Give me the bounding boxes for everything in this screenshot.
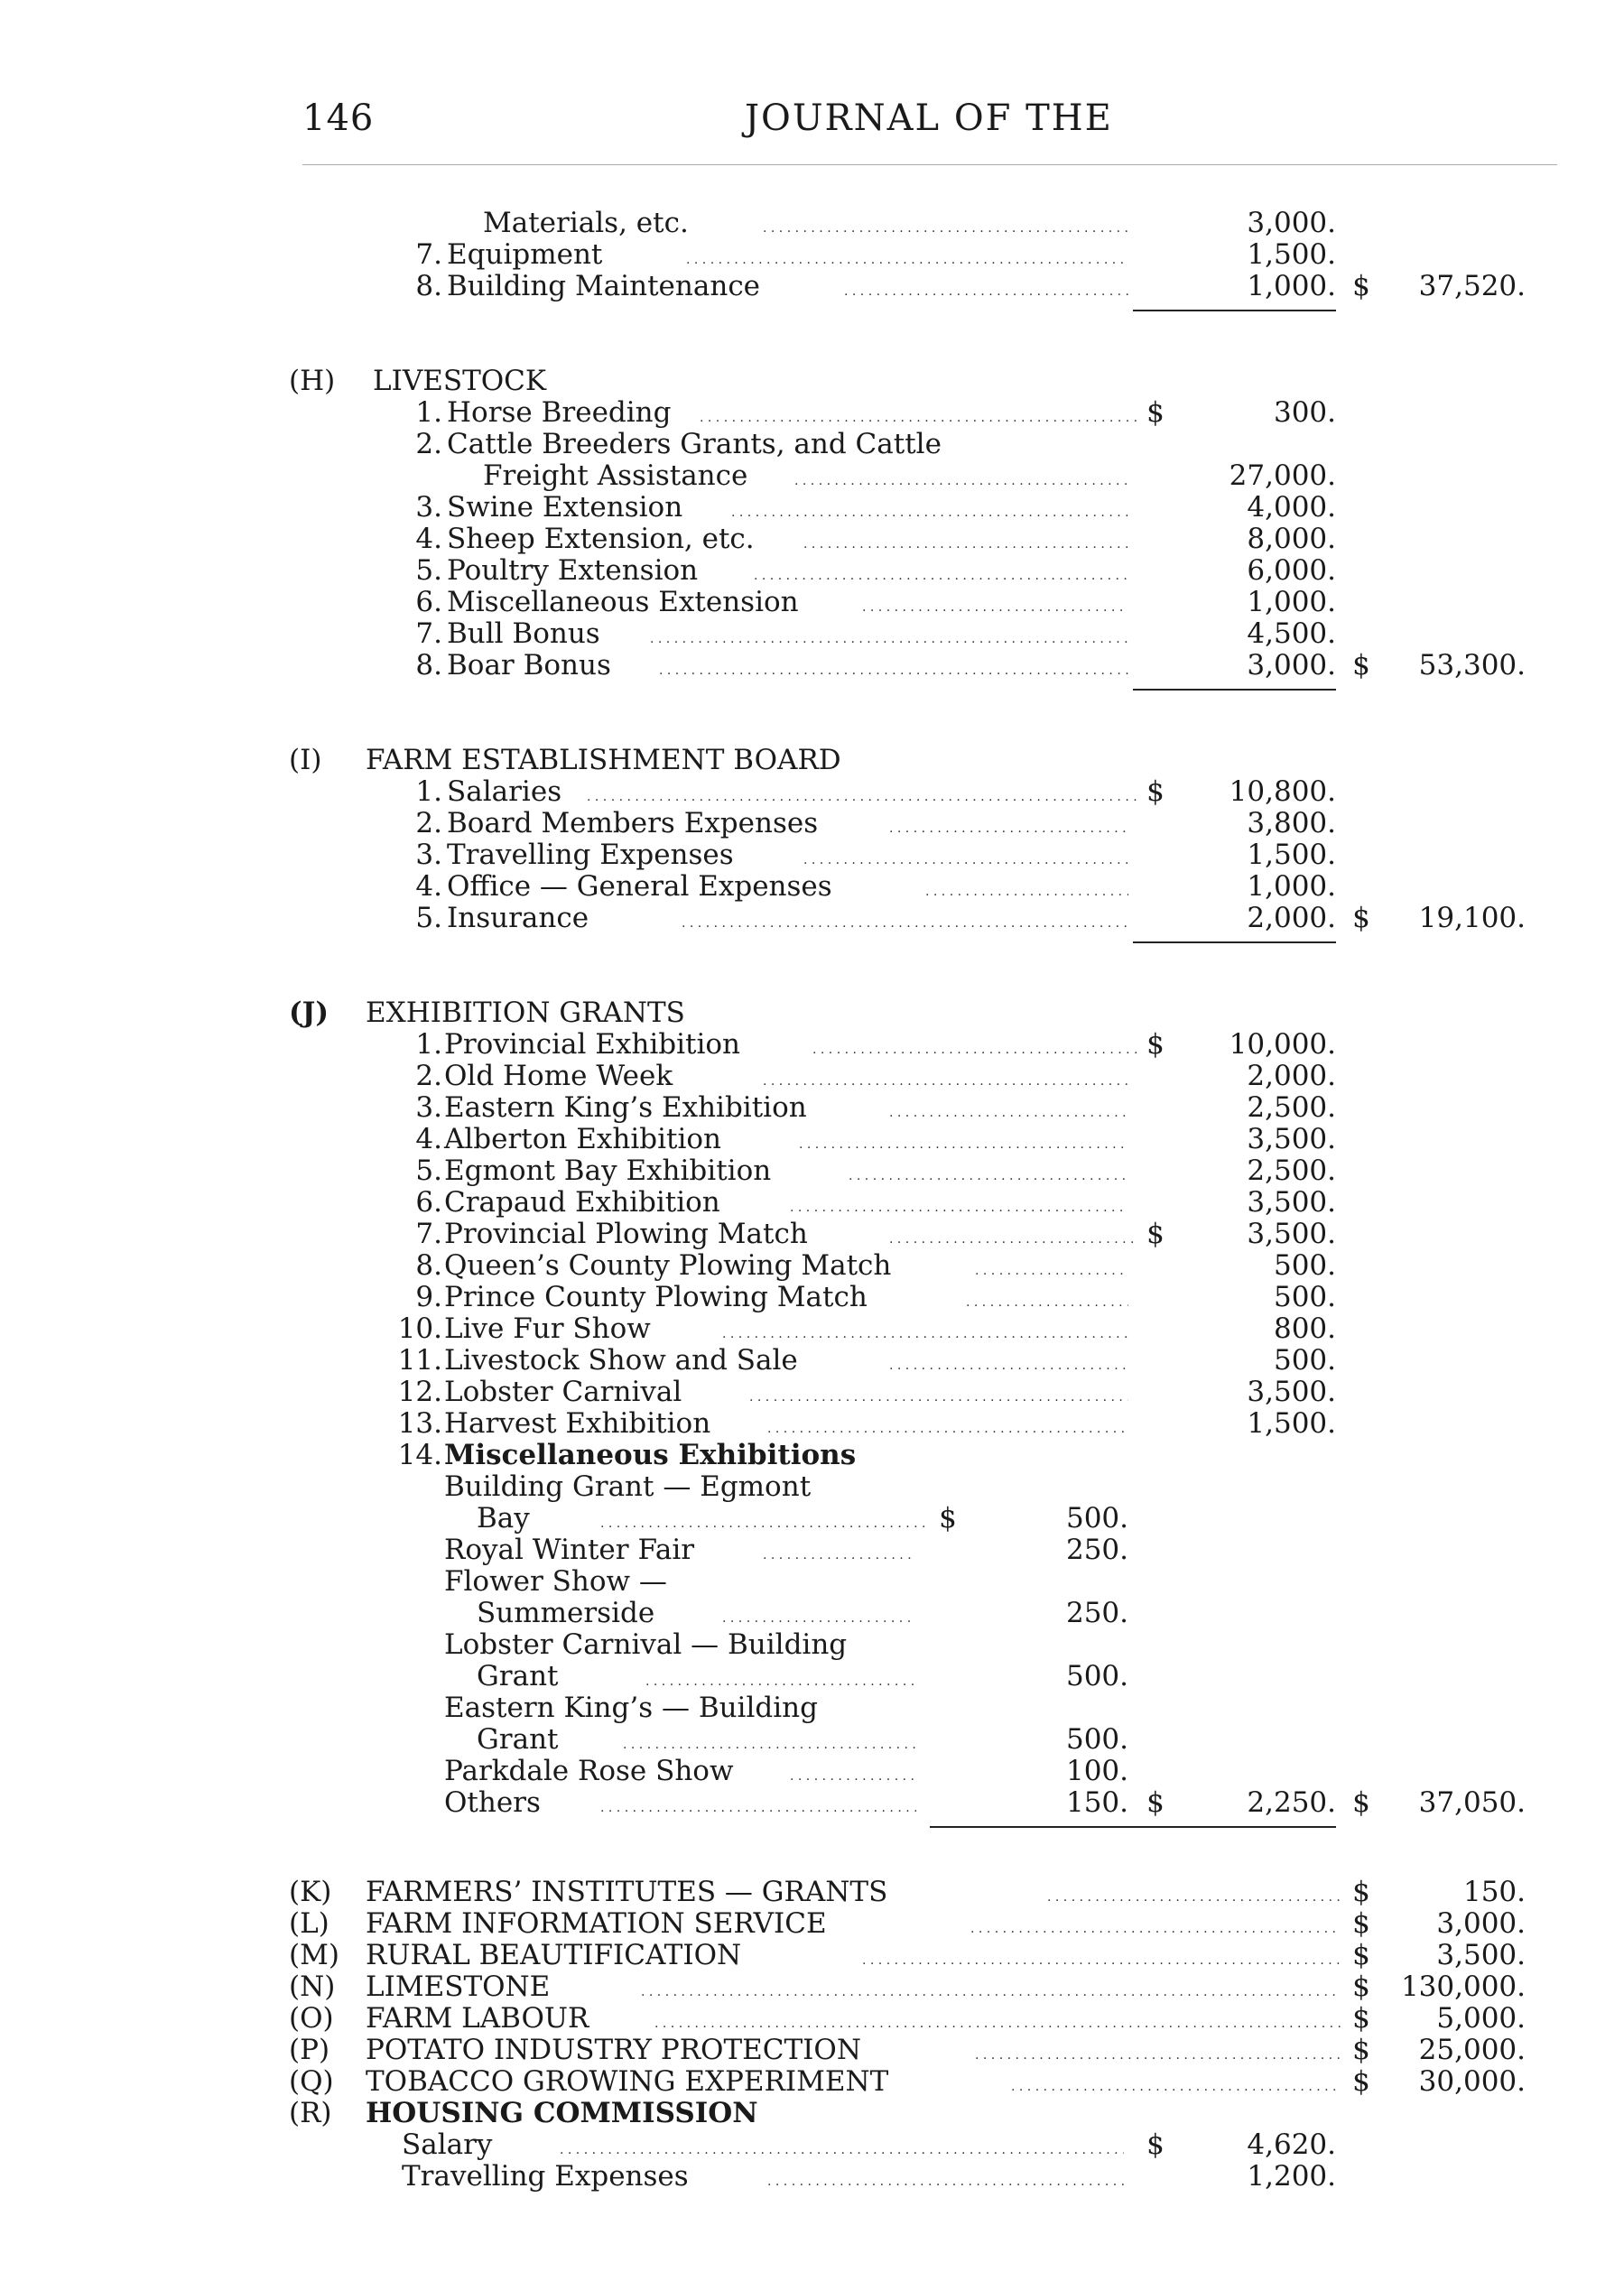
budget-row [0,1155,1624,1187]
section-total: 3,500. [1436,1939,1526,1971]
section-key: (P) [289,2034,330,2066]
item-number: 1. [415,1028,442,1061]
misc-amount: 500. [1065,1502,1128,1535]
section-gap [0,934,1624,997]
dollar-sign: $ [1352,1786,1370,1819]
section-total: 30,000. [1418,2065,1526,2098]
item-number: 8. [415,649,442,682]
budget-row [0,429,1624,460]
item-number: 12. [397,1376,442,1408]
dollar-sign: $ [1352,1970,1370,2003]
item-label: Queen’s County Plowing Match [444,1249,892,1282]
item-number: 4. [415,870,442,903]
section-total: 37,520. [1418,270,1526,302]
section-title: FARM LABOUR [366,2002,589,2035]
section-total: 5,000. [1436,2002,1526,2035]
item-label: Freight Assistance [483,459,748,492]
item-amount: 8,000. [1247,523,1336,555]
item-label: Equipment [447,238,603,271]
section-gap [0,1819,1624,1877]
item-amount: 4,620. [1247,2128,1336,2161]
item-amount: 6,000. [1247,554,1336,587]
dollar-sign: $ [1352,1939,1370,1971]
section-key: (M) [289,1939,339,1971]
item-label: Poultry Extension [447,554,699,587]
item-label: Prince County Plowing Match [444,1281,868,1313]
item-number: 3. [415,1091,442,1124]
budget-row [0,397,1624,429]
budget-row [0,871,1624,903]
dollar-sign: $ [1352,902,1370,934]
misc-row [0,1629,1624,1661]
budget-row [0,2129,1624,2161]
item-amount: 1,200. [1247,2160,1336,2193]
item-number: 8. [415,270,442,302]
budget-row [0,1877,1624,1908]
item-amount: 500. [1273,1281,1336,1313]
item-number: 3. [415,491,442,524]
budget-row [0,208,1624,239]
item-number: 11. [397,1344,442,1377]
section-key: (Q) [289,2065,334,2098]
budget-row [0,1440,1624,1471]
budget-row [0,776,1624,808]
budget-row [0,1092,1624,1124]
budget-table [0,208,1624,2193]
total-rule [1133,310,1336,311]
section-total: 150. [1462,1876,1526,1908]
budget-row [0,1940,1624,1971]
dollar-sign: $ [1352,2034,1370,2066]
item-label: Board Members Expenses [447,807,819,839]
section-key: (R) [289,2097,332,2129]
item-label: Materials, etc. [483,207,689,239]
item-number: 2. [415,428,442,460]
misc-row [0,1661,1624,1692]
section-header [0,997,1624,1029]
item-amount: 1,000. [1247,586,1336,618]
item-label: Egmont Bay Exhibition [444,1154,772,1187]
item-amount: 10,000. [1229,1028,1336,1061]
item-amount: 2,000. [1247,902,1336,934]
misc-row [0,1692,1624,1724]
item-amount: 4,500. [1247,617,1336,650]
dollar-sign: $ [1146,396,1165,429]
misc-label: Parkdale Rose Show [444,1755,734,1787]
budget-row [0,1908,1624,1940]
misc-label: Eastern King’s — Building [444,1692,818,1724]
section-key: (K) [289,1876,332,1908]
item-amount: 1,500. [1247,839,1336,871]
misc-label: Others [444,1786,541,1819]
item-number: 3. [415,839,442,871]
item-amount: 3,500. [1247,1123,1336,1155]
item-amount: 10,800. [1229,775,1336,808]
item-amount: 2,500. [1247,1091,1336,1124]
total-rule [1133,1826,1336,1828]
item-label: Livestock Show and Sale [444,1344,798,1377]
item-number: 9. [415,1281,442,1313]
item-number: 14. [397,1439,442,1471]
budget-row [0,1345,1624,1377]
budget-row [0,2003,1624,2035]
item-amount: 300. [1273,396,1336,429]
budget-row [0,1282,1624,1313]
section-header [0,366,1624,397]
dollar-sign: $ [1352,1876,1370,1908]
page-header [302,97,1566,161]
budget-row [0,555,1624,587]
budget-row [0,1313,1624,1345]
item-number: 13. [397,1407,442,1440]
item-label: Old Home Week [444,1060,673,1092]
section-key: (L) [289,1907,329,1940]
budget-row [0,2035,1624,2066]
section-title: FARMERS’ INSTITUTES — GRANTS [366,1876,888,1908]
item-amount: 3,800. [1247,807,1336,839]
item-label: Cattle Breeders Grants, and Cattle [447,428,942,460]
dollar-sign: $ [1352,1907,1370,1940]
section-key: (N) [289,1970,336,2003]
section-title: FARM INFORMATION SERVICE [366,1907,827,1940]
journal-title: JOURNAL OF THE [745,97,1113,139]
budget-row [0,1124,1624,1155]
section-gap [0,302,1624,366]
section-title: TOBACCO GROWING EXPERIMENT [366,2065,889,2098]
item-label: Live Fur Show [444,1312,651,1345]
section-title: POTATO INDUSTRY PROTECTION [366,2034,861,2066]
item-label: Alberton Exhibition [444,1123,722,1155]
item-number: 2. [415,1060,442,1092]
budget-row [0,271,1624,302]
item-label: Salaries [447,775,562,808]
leader-dots [767,2161,1124,2198]
item-amount: 4,000. [1247,491,1336,524]
misc-amount: 500. [1065,1723,1128,1756]
misc-row [0,1566,1624,1598]
item-number: 7. [415,617,442,650]
item-label: Miscellaneous Extension [447,586,799,618]
budget-row [0,587,1624,618]
item-amount: 2,500. [1247,1154,1336,1187]
misc-label: Royal Winter Fair [444,1534,695,1566]
item-label: Boar Bonus [447,649,611,682]
dollar-sign: $ [1146,1786,1165,1819]
section-title: HOUSING COMMISSION [366,2097,758,2129]
budget-row [0,524,1624,555]
budget-row [0,903,1624,934]
page-number: 146 [302,97,375,139]
misc-amount: 250. [1065,1534,1128,1566]
section-key: (H) [289,365,336,397]
item-label: Office — General Expenses [447,870,832,903]
item-amount: 1,500. [1247,238,1336,271]
dollar-sign: $ [1352,270,1370,302]
section-total: 19,100. [1418,902,1526,934]
item-amount: 500. [1273,1249,1336,1282]
budget-row [0,2066,1624,2098]
item-number: 5. [415,1154,442,1187]
dollar-sign: $ [1352,2065,1370,2098]
budget-row [0,492,1624,524]
section-gap [0,682,1624,745]
misc-label: Lobster Carnival — Building [444,1628,848,1661]
budget-row [0,650,1624,682]
misc-row [0,1787,1624,1819]
item-label: Miscellaneous Exhibitions [444,1439,857,1471]
dollar-sign: $ [1352,649,1370,682]
item-label: Lobster Carnival [444,1376,682,1408]
misc-label: Building Grant — Egmont [444,1470,812,1503]
item-amount: 800. [1273,1312,1336,1345]
section-total: 37,050. [1418,1786,1526,1819]
item-number: 7. [415,238,442,271]
item-label: Travelling Expenses [402,2160,689,2193]
item-label: Building Maintenance [447,270,761,302]
item-label: Harvest Exhibition [444,1407,711,1440]
item-amount: 3,000. [1247,207,1336,239]
section-title: FARM ESTABLISHMENT BOARD [366,744,841,776]
budget-row [0,239,1624,271]
misc-row [0,1471,1624,1503]
section-total: 25,000. [1418,2034,1526,2066]
budget-row [0,839,1624,871]
misc-label: Flower Show — [444,1565,667,1598]
section-total: 53,300. [1418,649,1526,682]
total-rule [1133,689,1336,691]
item-number: 5. [415,554,442,587]
misc-amount: 100. [1065,1755,1128,1787]
budget-row [0,808,1624,839]
item-label: Crapaud Exhibition [444,1186,720,1219]
item-amount: 3,500. [1247,1218,1336,1250]
section-title: RURAL BEAUTIFICATION [366,1939,742,1971]
item-label: Bull Bonus [447,617,600,650]
item-number: 6. [415,1186,442,1219]
misc-amount: 150. [1065,1786,1128,1819]
item-label: Horse Breeding [447,396,672,429]
section-header [0,2098,1624,2129]
item-number: 4. [415,1123,442,1155]
misc-row [0,1756,1624,1787]
item-label: Sheep Extension, etc. [447,523,755,555]
budget-row [0,1971,1624,2003]
budget-row [0,1061,1624,1092]
item-number: 1. [415,396,442,429]
section-total: 3,000. [1436,1907,1526,1940]
misc-row [0,1503,1624,1535]
dollar-sign: $ [1146,1218,1165,1250]
total-rule [1133,941,1336,943]
item-amount: 1,500. [1247,1407,1336,1440]
section-header [0,745,1624,776]
item-label: Provincial Plowing Match [444,1218,808,1250]
dollar-sign: $ [1146,775,1165,808]
header-rule [302,164,1557,165]
misc-row [0,1598,1624,1629]
item-amount: 3,500. [1247,1376,1336,1408]
item-amount: 2,000. [1247,1060,1336,1092]
item-number: 2. [415,807,442,839]
budget-row [0,2161,1624,2193]
dollar-sign: $ [939,1502,957,1535]
item-label: Swine Extension [447,491,683,524]
misc-row [0,1724,1624,1756]
dollar-sign: $ [1352,2002,1370,2035]
item-label: Salary [402,2128,493,2161]
item-number: 10. [397,1312,442,1345]
misc-amount: 250. [1065,1597,1128,1629]
dollar-sign: $ [1146,2128,1165,2161]
item-amount: 3,500. [1247,1186,1336,1219]
budget-row [0,460,1624,492]
item-label: Eastern King’s Exhibition [444,1091,807,1124]
budget-row [0,1408,1624,1440]
item-number: 6. [415,586,442,618]
section-total: 130,000. [1400,1970,1526,2003]
item-amount: 27,000. [1229,459,1336,492]
section-key: (O) [289,2002,334,2035]
item-label: Insurance [447,902,589,934]
item-amount: 1,000. [1247,270,1336,302]
section-title: EXHIBITION GRANTS [366,997,685,1029]
budget-row [0,618,1624,650]
budget-row [0,1219,1624,1250]
misc-subtotal: 2,250. [1247,1786,1336,1819]
dollar-sign: $ [1146,1028,1165,1061]
budget-row [0,1029,1624,1061]
item-number: 7. [415,1218,442,1250]
budget-row [0,1187,1624,1219]
misc-amount: 500. [1065,1660,1128,1692]
item-amount: 1,000. [1247,870,1336,903]
item-label: Provincial Exhibition [444,1028,741,1061]
misc-row [0,1535,1624,1566]
item-amount: 500. [1273,1344,1336,1377]
section-title: LIVESTOCK [373,365,547,397]
item-amount: 3,000. [1247,649,1336,682]
item-number: 8. [415,1249,442,1282]
budget-row [0,1377,1624,1408]
item-label: Travelling Expenses [447,839,734,871]
item-number: 1. [415,775,442,808]
budget-row [0,1250,1624,1282]
misc-label: Grant [477,1723,559,1756]
item-number: 4. [415,523,442,555]
subtotal-rule [930,1826,1133,1828]
section-title: LIMESTONE [366,1970,551,2003]
section-key: (I) [289,744,322,776]
section-key: (J) [289,997,329,1029]
misc-label: Summerside [477,1597,655,1629]
misc-label: Bay [477,1502,530,1535]
misc-label: Grant [477,1660,559,1692]
item-number: 5. [415,902,442,934]
